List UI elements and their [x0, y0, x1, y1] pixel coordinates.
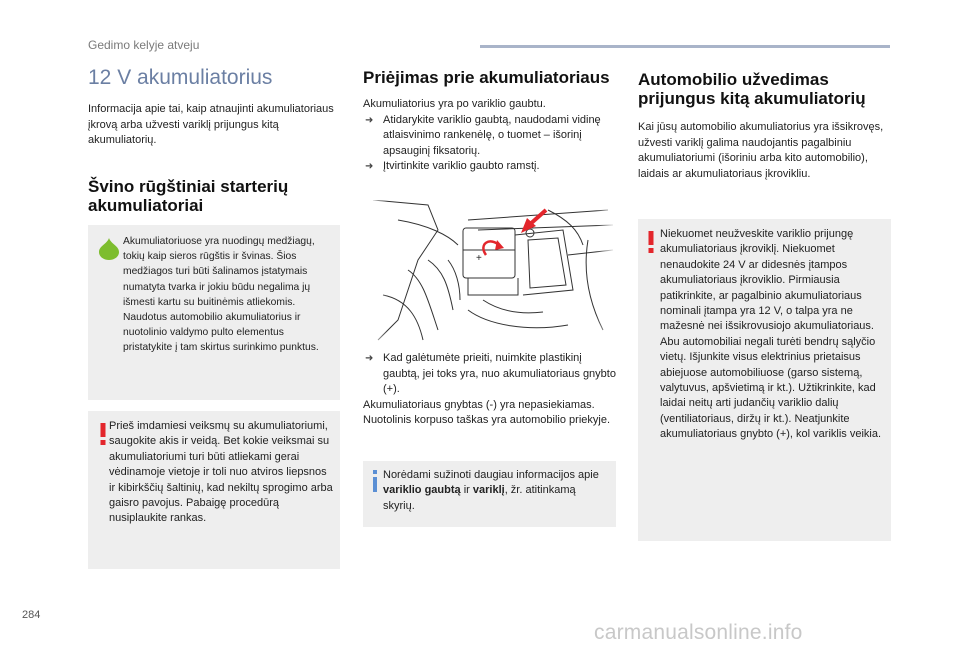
section-label: Gedimo kelyje atveju [88, 38, 200, 52]
bullet-arrow-icon: ➜ [365, 161, 374, 172]
warning-text-1: Prieš imdamiesi veiksmų su akumuliatoriumi, saugokite akis ir veidą. Bet kokie veiksmai su akumuliatoriumi turi būti atliekami gerai vėdinamoje vietoje ir toli nuo atviros liepsnos ir kibirkščių šaltinių, kad nekiltų sprogimo arba gaisro pavojus. Pabaigę procedūrą nusiplaukite rankas. [109, 420, 333, 525]
jump-start-intro: Kai jūsų automobilio akumuliatorius yra išsikrovęs, užvesti variklį galima naudojantis pagalbiniu akumuliatoriumi (išoriniu arba kito automobilio), laidais ar akumuliatoriaus įkrovikliu. [638, 121, 884, 180]
page-title: 12 V akumuliatorius [88, 66, 273, 89]
lead-acid-heading: Švino rūgštiniai starterių akumuliatoriai [88, 176, 289, 215]
battery-access-heading: Priėjimas prie akumuliatoriaus [363, 68, 610, 87]
header-bar [480, 45, 890, 48]
step-open-bonnet: ➜ Atidarykite variklio gaubtą, naudodami vidinę atlaisvinimo rankenėlę, o tuomet – išorinį apsauginį fiksatorių. [365, 113, 601, 157]
step-prop-bonnet: ➜ Įtvirtinkite variklio gaubto ramstį. [363, 159, 616, 175]
warning-box-1 [88, 411, 340, 569]
warning-text-2: Niekuomet neužveskite variklio prijungę akumuliatoriaus įkroviklį. Niekuomet nenaudokite 24 V ar didesnės įtampos akumuliatoriaus įkroviklio. Pirmiausia patikrinkite, ar pagalbinio akumuliatoriaus nominali įtampa yra 12 V, o talpa yra ne mažesnė nei išsikrovusiojo akumuliatoriaus. Abu automobiliai negali turėti bendrų sąlyčio vietų. Išjunkite visus elektrinius prietaisus abiejuose automobiliuose (garso sistemą, valytuvus, apšvietimą ir kt.). Užtikrinkite, kad laidai neitų arti judančių variklio dalių (ventiliatoriaus, diržų ir kt.). Neatjunkite akumuliatoriaus gnybto (+), kol variklis veikia. [660, 228, 882, 441]
battery-location-text: Akumuliatorius yra po variklio gaubtu. [363, 98, 546, 110]
watermark: carmanualsonline.info [594, 621, 803, 644]
column-1 [88, 60, 340, 215]
step-remove-cover: ➜ Kad galėtumėte prieiti, nuimkite plastikinį gaubtą, jei toks yra, nuo akumuliatoriaus gnybto (+). [365, 352, 616, 395]
eco-leaf-icon [98, 237, 120, 261]
info-icon [372, 470, 378, 492]
eco-note-box [88, 225, 340, 400]
info-text: Norėdami sužinoti daugiau informacijos apie variklio gaubtą ir variklį, žr. atitinkamą skyrių. [383, 469, 599, 512]
column-2 [363, 60, 616, 175]
bullet-arrow-icon: ➜ [365, 114, 374, 126]
column-2-lower [363, 351, 616, 429]
warning-exclamation-icon [99, 423, 107, 445]
engine-bay-illustration [368, 200, 616, 342]
bullet-arrow-icon: ➜ [365, 353, 374, 364]
warning-box-2 [638, 219, 891, 541]
column-3 [638, 60, 891, 182]
warning-exclamation-icon [647, 231, 655, 253]
intro-text: Informacija apie tai, kaip atnaujinti akumuliatoriaus įkrovą arba užvesti variklį prijungus kitą akumuliatorių. [88, 103, 334, 146]
page-number: 284 [22, 609, 41, 621]
eco-note-text: Akumuliatoriuose yra nuodingų medžiagų, tokių kaip sieros rūgštis ir švinas. Šios medžiagos turi būti šalinamos įstatymais numatyta tvarka ir jokiu būdu negalima jų išmesti kartu su buitinėmis atliekomis. Naudotus automobilio akumuliatorius ir nuotolinio valdymo pulto elementus pristatykite į tam skirtus surinkimo punktus. [123, 236, 319, 354]
negative-terminal-text: Akumuliatoriaus gnybtas (-) yra nepasiekiamas. Nuotolinis korpuso taškas yra automobilio priekyje. [363, 398, 611, 426]
jump-start-heading: Automobilio užvedimas prijungus kitą akumuliatorių [638, 70, 866, 108]
info-box [363, 461, 616, 527]
